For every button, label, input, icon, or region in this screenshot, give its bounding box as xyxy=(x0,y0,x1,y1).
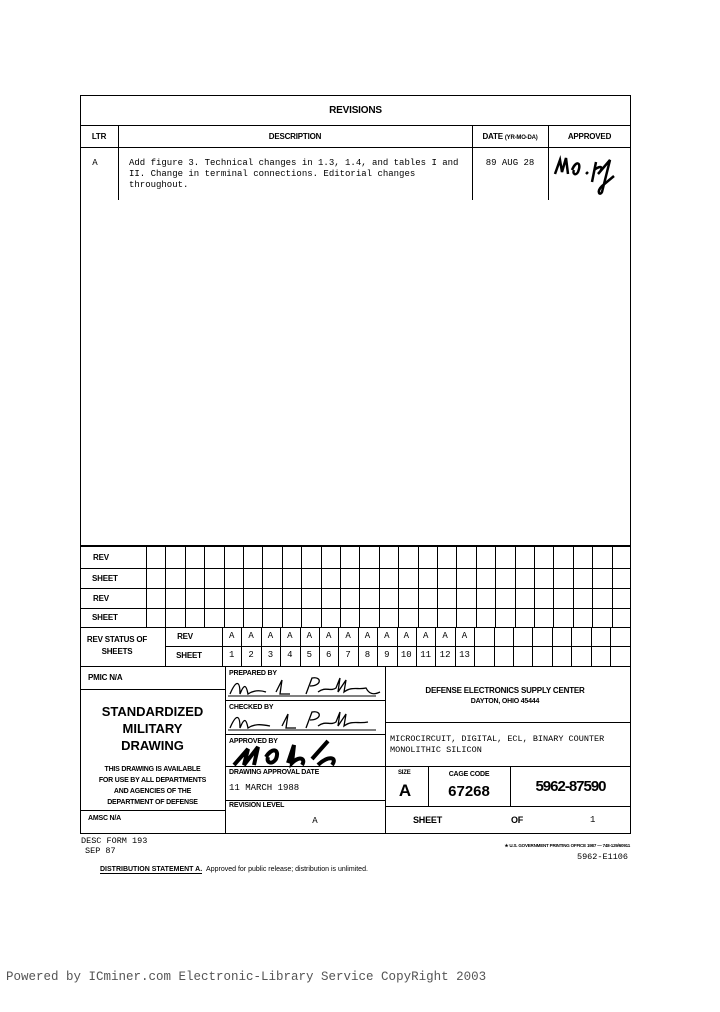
status-sheet-cell: 10 xyxy=(400,650,412,660)
approved-by-label: APPROVED BY xyxy=(229,738,278,745)
status-sheet-cell: 8 xyxy=(364,650,371,660)
revision-description: Add figure 3. Technical changes in 1.3, 1.4, and tables I and II. Change in terminal connections. Editorial changes throughout. xyxy=(129,158,459,190)
availability-statement: THIS DRAWING IS AVAILABLE FOR USE BY ALL DEPARTMENTS AND AGENCIES OF THE DEPARTMENT OF DEFENSE xyxy=(98,766,207,806)
status-rev-label: REV xyxy=(177,632,193,641)
amsc: AMSC N/A xyxy=(88,815,122,822)
approval-signature xyxy=(552,152,622,198)
col-ltr: LTR xyxy=(91,132,107,141)
status-rev-cell: A xyxy=(228,631,235,641)
rev-status-label: REV STATUS OF SHEETS xyxy=(86,635,148,656)
approval-date: 11 MARCH 1988 xyxy=(229,783,300,793)
revision-level: A xyxy=(312,816,318,826)
status-sheet-cell: 5 xyxy=(306,650,312,660)
revision-ltr: A xyxy=(92,158,98,168)
sheet-label-2: SHEET xyxy=(92,613,118,622)
status-rev-cell: A xyxy=(422,631,429,641)
status-rev-cell: A xyxy=(325,631,332,641)
size-value: A xyxy=(398,781,412,800)
status-sheet-cell: 3 xyxy=(267,650,274,660)
document-number: 5962-E1106 xyxy=(576,852,628,862)
rev-label-1: REV xyxy=(93,553,109,562)
col-date: DATE (YR-MO-DA) xyxy=(482,132,538,141)
status-sheet-label: SHEET xyxy=(176,651,202,660)
revision-date: 89 AUG 28 xyxy=(485,158,535,168)
status-rev-cell: A xyxy=(403,631,409,641)
approval-date-label: DRAWING APPROVAL DATE xyxy=(229,769,320,776)
cage-code-label: CAGE CODE xyxy=(448,771,490,778)
distribution-statement: DISTRIBUTION STATEMENT A. Approved for public release; distribution is unlimited. xyxy=(100,866,368,873)
size-label: SIZE xyxy=(398,770,411,776)
revisions-title: REVISIONS xyxy=(329,105,382,116)
status-sheet-cell: 2 xyxy=(248,650,254,660)
drawing-title: MICROCIRCUIT, DIGITAL, ECL, BINARY COUNTER MONOLITHIC SILICON xyxy=(390,734,605,755)
status-rev-cell: A xyxy=(442,631,448,641)
pmic: PMIC N/A xyxy=(88,673,123,682)
agency-name: DEFENSE ELECTRONICS SUPPLY CENTER xyxy=(425,686,585,695)
approved-by-signature xyxy=(228,735,358,769)
status-rev-cell: A xyxy=(461,631,468,641)
powered-by: Powered by ICminer.com Electronic-Library Service CopyRight 2003 xyxy=(6,970,487,984)
prepared-by-label: PREPARED BY xyxy=(229,670,277,677)
desc-form: DESC FORM 193 SEP 87 xyxy=(81,836,148,856)
status-rev-cell: A xyxy=(306,631,312,641)
checked-by-label: CHECKED BY xyxy=(229,704,274,711)
standardized-military-drawing: STANDARDIZED MILITARY DRAWING xyxy=(101,704,204,753)
status-rev-cell: A xyxy=(287,631,293,641)
sheet-value: 1 xyxy=(590,815,596,825)
cage-code: 67268 xyxy=(448,783,490,800)
status-sheet-cell: 6 xyxy=(325,650,332,660)
prepared-by-signature xyxy=(226,676,384,700)
col-description: DESCRIPTION xyxy=(268,132,322,141)
status-rev-cell: A xyxy=(267,631,274,641)
status-sheet-cell: 12 xyxy=(439,650,451,660)
status-rev-cell: A xyxy=(364,631,371,641)
status-sheet-cell: 9 xyxy=(384,650,390,660)
status-sheet-cell: 7 xyxy=(345,650,351,660)
status-sheet-cell: 4 xyxy=(287,650,293,660)
printing-office: ★ U.S. GOVERNMENT PRINTING OFFICE 1987 — 748-129/60911 xyxy=(504,843,630,848)
agency-address: DAYTON, OHIO 45444 xyxy=(470,698,540,705)
rev-label-2: REV xyxy=(93,594,109,603)
col-approved: APPROVED xyxy=(567,132,612,141)
sheet-label-1: SHEET xyxy=(92,574,118,583)
checked-by-signature xyxy=(226,710,384,734)
status-sheet-cell: 1 xyxy=(228,650,235,660)
status-rev-cell: A xyxy=(345,631,351,641)
status-rev-cell: A xyxy=(384,631,390,641)
drawing-number: 5962-87590 xyxy=(535,778,606,795)
status-rev-cell: A xyxy=(248,631,254,641)
status-sheet-cell: 11 xyxy=(420,650,432,660)
revision-level-label: REVISION LEVEL xyxy=(229,802,285,809)
status-sheet-cell: 13 xyxy=(459,650,470,660)
of-label: OF xyxy=(511,815,524,825)
sheet-label: SHEET xyxy=(413,815,443,825)
